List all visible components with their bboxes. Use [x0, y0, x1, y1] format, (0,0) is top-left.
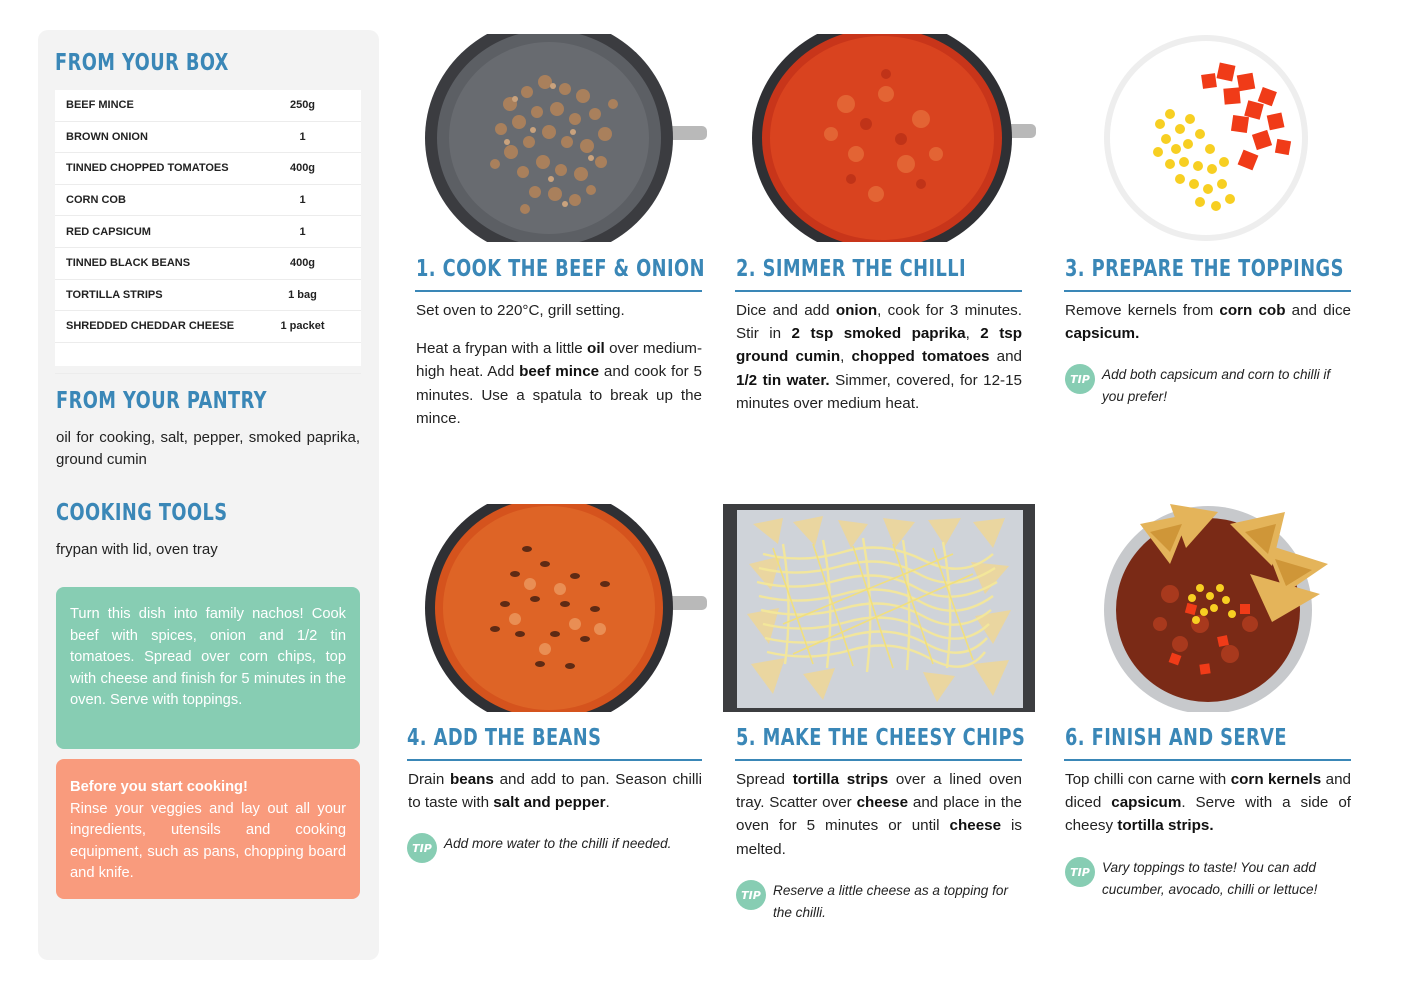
ingredient-row [55, 90, 361, 122]
bold-ingredient-text: capsicum [1111, 794, 1182, 812]
step-3-title: 3. PREPARE THE TOPPINGS [1065, 256, 1344, 282]
ingredient-quantity: 1 packet [280, 320, 325, 333]
pantry-items: oil for cooking, salt, pepper, smoked paprika, ground cumin [56, 429, 360, 468]
instruction-text: over a lined oven tray. Scatter over [736, 771, 1022, 812]
step-4-photo [415, 504, 707, 712]
instruction-text: . Serve with a side of cheesy [1065, 794, 1351, 835]
cooking-tools-list: frypan with lid, oven tray [56, 541, 218, 558]
cooking-tools-heading: COOKING TOOLS [56, 500, 228, 526]
instruction-text: Top chilli con carne with [1065, 771, 1231, 788]
ingredient-quantity: 1 [299, 130, 306, 143]
step-paragraph [416, 337, 702, 430]
step-6-body [1065, 768, 1351, 853]
ingredient-name: BROWN ONION [66, 130, 148, 143]
step-3-divider [1064, 290, 1351, 292]
step-5-divider [735, 759, 1022, 761]
instruction-text: and [989, 348, 1022, 366]
step-2-title: 2. SIMMER THE CHILLI [736, 256, 967, 282]
ingredient-name: RED CAPSICUM [66, 225, 151, 238]
step-6-title: 6. FINISH AND SERVE [1065, 725, 1287, 751]
instruction-text: Simmer, covered, for 12-15 minutes over medium heat. [736, 371, 1022, 412]
bold-ingredient-text: beef mince [519, 363, 600, 381]
step-5-body [736, 768, 1022, 876]
instruction-text: and place in the oven for 5 minutes or until [736, 794, 1022, 835]
ingredient-row [55, 280, 361, 312]
from-your-box-heading: FROM YOUR BOX [55, 50, 229, 76]
step-4-tip [407, 833, 701, 863]
step-2-divider [735, 290, 1022, 292]
tip-badge-icon: TIP [1065, 364, 1095, 394]
step-6-tip-text: Vary toppings to taste! You can add cucumber, avocado, chilli or lettuce! [1102, 860, 1318, 897]
step-5-photo [723, 504, 1035, 712]
tip-badge-icon: TIP [407, 833, 437, 863]
ingredient-quantity: 1 [299, 225, 306, 238]
step-paragraph [408, 768, 702, 814]
tip-badge-icon: TIP [1065, 857, 1095, 887]
bold-ingredient-text: salt and pepper [493, 794, 606, 812]
instruction-text: Dice and add [736, 302, 836, 319]
step-6-tip [1065, 857, 1351, 900]
step-4-body [408, 768, 702, 829]
step-2-body [736, 299, 1022, 430]
step-2-photo [736, 34, 1036, 242]
bold-ingredient-text: 1/2 tin water. [736, 371, 830, 389]
before-you-start-text: Rinse your veggies and lay out all your ingredients, utensils and cooking equipment, such as pans, chopping board and knife. [70, 800, 346, 882]
bold-ingredient-text: cheese [856, 794, 909, 812]
step-3-photo [1100, 34, 1314, 242]
ingredient-name: TINNED CHOPPED TOMATOES [66, 162, 229, 175]
bold-ingredient-text: onion [835, 302, 878, 319]
before-you-start-title: Before you start cooking! [70, 779, 248, 795]
bold-ingredient-text: tortilla strips. [1117, 817, 1214, 835]
step-1-title: 1. COOK THE BEEF & ONION [416, 256, 705, 282]
from-your-pantry-heading: FROM YOUR PANTRY [56, 388, 267, 414]
ingredient-row [55, 153, 361, 185]
instruction-text: and dice [1285, 302, 1351, 319]
ingredients-table [55, 90, 361, 366]
instruction-text: , [965, 325, 981, 343]
ingredient-row [55, 216, 361, 248]
ingredient-row [55, 343, 361, 375]
ingredient-name: SHREDDED CHEDDAR CHEESE [66, 320, 235, 333]
ingredient-quantity: 1 [299, 194, 306, 207]
bold-ingredient-text: tortilla strips [792, 771, 889, 788]
step-4-divider [407, 759, 702, 761]
instruction-text: Heat a frypan with a little [416, 340, 588, 358]
family-nachos-tip-text: Turn this dish into family nachos! Cook beef with spices, onion and 1/2 tin tomatoes. Spread over corn chips, top with cheese and finish for 5 minutes in the oven. Serve with toppings. [70, 606, 346, 709]
instruction-text: Remove kernels from [1065, 302, 1220, 319]
family-nachos-tip-box [56, 587, 360, 749]
ingredient-quantity: 400g [289, 162, 316, 175]
ingredient-quantity: 400g [289, 257, 316, 270]
step-4-title: 4. ADD THE BEANS [407, 725, 602, 751]
bold-ingredient-text: 2 tsp smoked paprika [791, 325, 966, 343]
ingredient-row [55, 248, 361, 280]
ingredient-name: TORTILLA STRIPS [66, 288, 163, 301]
instruction-text: . [605, 794, 610, 812]
step-1-divider [415, 290, 702, 292]
instruction-text: is melted. [736, 817, 1023, 858]
before-you-start-box [56, 759, 360, 899]
ingredient-quantity: 1 bag [288, 288, 317, 301]
step-3-tip-text: Add both capsicum and corn to chilli if you prefer! [1102, 367, 1331, 404]
ingredient-row [55, 311, 361, 343]
step-paragraph [1065, 299, 1351, 345]
step-6-photo [1100, 504, 1330, 712]
step-5-title: 5. MAKE THE CHEESY CHIPS [736, 725, 1026, 751]
bold-ingredient-text: chopped tomatoes [851, 348, 990, 366]
ingredient-row [55, 185, 361, 217]
instruction-text: Spread [736, 771, 793, 788]
step-paragraph [1065, 768, 1351, 838]
step-4-tip-text: Add more water to the chilli if needed. [444, 836, 672, 851]
step-paragraph [416, 299, 702, 322]
instruction-text: , cook for 3 minutes. Stir in [736, 302, 1022, 343]
bold-ingredient-text: cheese [949, 817, 1002, 835]
step-5-tip [736, 880, 1022, 923]
ingredient-name: CORN COB [66, 194, 126, 207]
bold-ingredient-text: oil [587, 340, 605, 358]
instruction-text: and diced [1065, 771, 1352, 812]
instruction-text: and cook for 5 minutes. Use a spatula to break up the mince. [416, 363, 702, 427]
instruction-text: and add to pan. Season chilli to taste with [408, 771, 702, 812]
bold-ingredient-text: 2 tsp ground cumin [736, 325, 1022, 366]
ingredient-name: BEEF MINCE [66, 99, 134, 112]
tip-badge-icon: TIP [736, 880, 766, 910]
ingredient-quantity: 250g [289, 99, 316, 112]
instruction-text: Drain [408, 771, 450, 788]
step-5-tip-text: Reserve a little cheese as a topping for the chilli. [773, 883, 1009, 920]
bold-ingredient-text: corn cob [1219, 302, 1286, 319]
instruction-text: Set oven to 220°C, grill setting. [416, 302, 625, 319]
step-paragraph [736, 299, 1022, 415]
sidebar [38, 30, 379, 960]
bold-ingredient-text: capsicum. [1065, 325, 1140, 343]
ingredient-row [55, 122, 361, 154]
step-3-body [1065, 299, 1351, 360]
instruction-text: , [840, 348, 852, 366]
step-3-tip [1065, 364, 1351, 407]
step-1-body [416, 299, 702, 445]
bold-ingredient-text: beans [449, 771, 494, 788]
step-paragraph [736, 768, 1022, 861]
step-6-divider [1064, 759, 1351, 761]
ingredient-name: TINNED BLACK BEANS [66, 257, 191, 270]
instruction-text: over medium-high heat. Add [416, 340, 702, 381]
bold-ingredient-text: corn kernels [1230, 771, 1322, 788]
step-1-photo [415, 34, 707, 242]
